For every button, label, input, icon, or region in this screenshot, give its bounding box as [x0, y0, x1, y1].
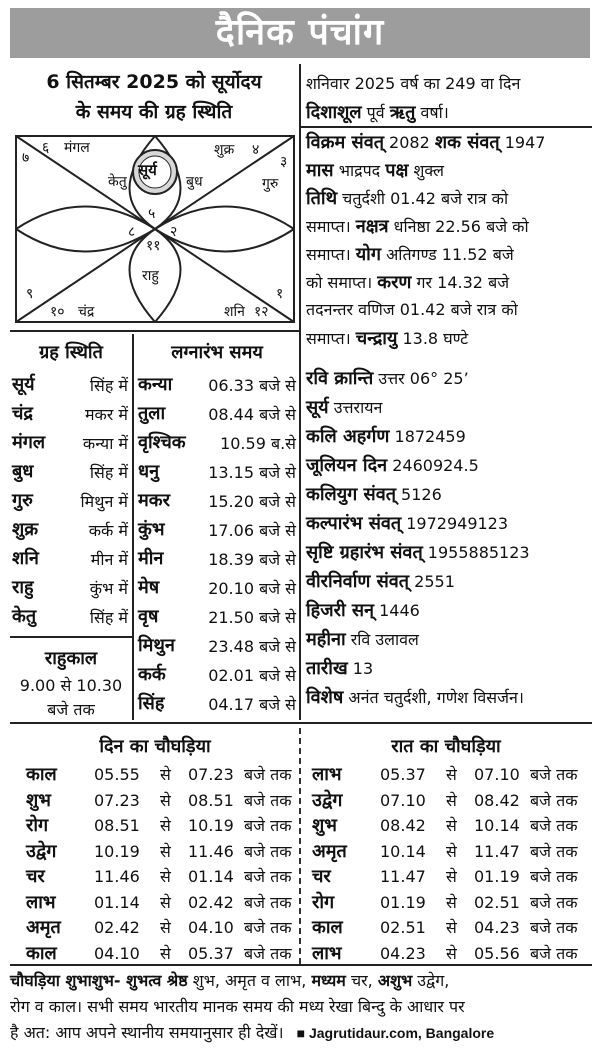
choghadiya-from: 02.51	[380, 918, 426, 937]
karan-value: गर 14.32 बजे	[411, 273, 510, 292]
info-vishesh-row	[306, 685, 524, 709]
graha-planet: शुक्र	[12, 519, 39, 540]
rahukaal-divider	[10, 636, 132, 638]
shak-label: शक संवत्	[434, 132, 500, 153]
lagna-rashi: कर्क	[138, 664, 166, 685]
rahukaal-heading: राहुकाल	[44, 648, 98, 669]
lagna-rashi: वृष	[138, 606, 159, 627]
footer-note: है अत: आप अपने स्थानीय समयानुसार ही देखें।	[10, 1023, 284, 1042]
choghadiya-to: 07.10	[474, 765, 520, 784]
choghadiya-tak: बजे तक	[530, 943, 578, 963]
choghadiya-to: 05.56	[474, 943, 520, 963]
nakshatra-prefix: समाप्त।	[306, 217, 356, 236]
kundli-house-9: ९	[26, 286, 34, 302]
lagna-rashi: मकर	[138, 490, 170, 511]
choghadiya-from: 08.51	[94, 816, 140, 835]
vishesh-value: अनंत चतुर्दशी, गणेश विसर्जन।	[343, 688, 524, 707]
info-tadnantar: तदनन्तर वणिज 01.42 बजे रात्र को	[306, 300, 518, 319]
kundli-ketu: केतु	[108, 174, 127, 190]
choghadiya-to: 05.37	[188, 943, 234, 963]
lagna-rashi: मेष	[138, 577, 160, 598]
graha-planet: गुरु	[12, 490, 33, 511]
choghadiya-tak: बजे तक	[244, 816, 292, 835]
info-kalp-row	[306, 511, 508, 535]
kundli-rahu: राहु	[142, 268, 159, 284]
din-choghadiya-row	[26, 915, 292, 939]
choghadiya-to: 11.46	[188, 841, 234, 861]
choghadiya-se: से	[160, 841, 171, 861]
kundli-house-10: १०	[50, 304, 65, 320]
choghadiya-name: रोग	[312, 891, 335, 913]
info-divider	[300, 126, 592, 128]
choghadiya-to: 10.19	[188, 816, 234, 835]
kundli-house-4: ४	[252, 142, 260, 158]
maas-value: भाद्रपद	[333, 161, 386, 180]
choghadiya-to: 01.14	[188, 867, 234, 886]
page-title: दैनिक पंचांग	[10, 8, 590, 58]
sun-label: सूर्य	[138, 161, 157, 179]
footer-line1	[10, 968, 592, 994]
yog-prefix: समाप्त।	[306, 245, 356, 264]
lagna-time: 08.44 बजे से	[208, 405, 296, 424]
raat-choghadiya-row	[312, 941, 578, 965]
footer-shubh-values: शुभ, अमृत व लाभ,	[187, 971, 312, 990]
choghadiya-name: उद्वेग	[26, 840, 57, 862]
choghadiya-se: से	[160, 790, 171, 810]
info-day: शनिवार 2025 वर्ष का 249 वा दिन	[306, 74, 521, 93]
choghadiya-name: लाभ	[312, 942, 342, 964]
lagna-time: 04.17 बजे से	[208, 695, 296, 714]
choghadiya-from: 07.23	[94, 790, 140, 810]
paksh-value: शुक्ल	[408, 161, 444, 180]
julian-label: जूलियन दिन	[306, 455, 388, 476]
hijri-label: हिजरी सन्	[306, 600, 375, 621]
choghadiya-tak: बजे तक	[530, 765, 578, 784]
choghadiya-from: 04.10	[94, 943, 140, 963]
footer-line2: रोग व काल। सभी समय भारतीय मानक समय की मध्य रेखा बिन्दु के आधार पर	[10, 997, 465, 1016]
yog-label: योग	[355, 244, 381, 265]
kalp-label: कल्पारंभ संवत्	[306, 513, 402, 534]
choghadiya-se: से	[446, 816, 457, 835]
kundli-house-12: १२	[254, 304, 269, 320]
choghadiya-name: अमृत	[26, 917, 61, 938]
chandrayu-label: चन्द्रायु	[355, 328, 398, 349]
lagna-rashi: मीन	[138, 548, 164, 569]
lagna-time: 18.39 बजे से	[208, 550, 296, 569]
choghadiya-se: से	[446, 943, 457, 963]
lagna-time: 15.20 बजे से	[208, 492, 296, 511]
lagna-rashi: कुंभ	[138, 519, 165, 540]
info-samvat	[306, 130, 545, 154]
graha-rashi: मकर में	[84, 405, 128, 424]
vikram-value: 2082	[383, 133, 435, 152]
footer-ashubh-value: उद्वेग,	[412, 971, 450, 990]
choghadiya-name: रोग	[26, 815, 49, 836]
choghadiya-name: काल	[312, 917, 343, 938]
choghadiya-to: 10.14	[474, 816, 520, 835]
din-choghadiya-row	[26, 788, 292, 812]
info-kranti-row	[306, 366, 469, 390]
kundli-house-5: ५	[148, 206, 156, 222]
footer-madhyam-value: चर,	[345, 971, 378, 990]
mahina-value: रवि उलावल	[345, 630, 419, 649]
karan-label: करण	[377, 272, 412, 293]
choghadiya-divider	[10, 722, 592, 724]
graha-divider	[132, 334, 134, 720]
kundli-house-11: ११	[146, 238, 161, 254]
kundli-shukra: शुक्र	[214, 142, 235, 158]
graha-rashi: सिंह में	[89, 608, 128, 627]
tithi-label: तिथि	[306, 188, 338, 209]
choghadiya-from: 11.47	[380, 867, 426, 886]
kundli-house-6: ६	[42, 140, 50, 156]
din-choghadiya-row	[26, 890, 292, 914]
choghadiya-tak: बजे तक	[530, 790, 578, 810]
dishashool-label: दिशाशूल	[306, 102, 362, 123]
kundli-guru: गुरु	[262, 176, 279, 192]
info-julian-row	[306, 453, 479, 477]
info-hijri-row	[306, 598, 420, 622]
din-choghadiya-row	[26, 864, 292, 888]
choghadiya-to: 04.10	[188, 918, 234, 937]
choghadiya-name: लाभ	[312, 764, 342, 785]
choghadiya-to: 08.42	[474, 790, 520, 810]
din-choghadiya-row	[26, 813, 292, 837]
nakshatra-label: नक्षत्र	[355, 216, 389, 237]
footer-line3	[10, 1020, 592, 1046]
info-tithi	[306, 186, 508, 210]
choghadiya-to: 07.23	[188, 765, 234, 784]
rahukaal-time: 9.00 से 10.30	[19, 676, 123, 695]
srishti-value: 1955885123	[422, 543, 530, 562]
raat-choghadiya-row	[312, 890, 578, 914]
choghadiya-tak: बजे तक	[530, 892, 578, 912]
maas-label: मास	[306, 160, 334, 181]
choghadiya-tak: बजे तक	[244, 867, 292, 886]
lagna-rashi: सिंह	[138, 693, 165, 714]
chandrayu-value: 13.8 घण्टे	[397, 329, 469, 348]
tarikh-label: तारीख	[306, 658, 348, 679]
choghadiya-se: से	[160, 943, 171, 963]
footer-shubhashubh-label: चौघड़िया शुभाशुभ- शुभत्व श्रेष्ठ	[10, 971, 188, 990]
choghadiya-from: 01.19	[380, 892, 426, 912]
kaliyug-value: 5126	[395, 485, 442, 504]
raat-choghadiya-row	[312, 839, 578, 863]
footer-divider	[10, 964, 592, 966]
choghadiya-name: उद्वेग	[312, 789, 343, 811]
kali-value: 1872459	[389, 427, 466, 446]
choghadiya-name: काल	[26, 764, 57, 785]
lagna-time: 02.01 बजे से	[208, 666, 296, 685]
graha-rashi: सिंह में	[89, 463, 128, 482]
info-yog	[306, 242, 514, 266]
kalp-value: 1972949123	[401, 514, 509, 533]
yog-value: अतिगण्ड 11.52 बजे	[380, 245, 514, 264]
left-heading-line2: के समय की ग्रह स्थिति	[75, 101, 233, 123]
raat-choghadiya-row	[312, 813, 578, 837]
graha-rashi: सिंह में	[89, 376, 128, 395]
choghadiya-to: 02.42	[188, 892, 234, 912]
ritu-value: वर्षा।	[415, 103, 449, 122]
vikram-label: विक्रम संवत्	[306, 132, 384, 153]
tarikh-value: 13	[347, 659, 374, 678]
graha-rashi: मीन में	[90, 550, 128, 569]
nakshatra-value: धनिष्ठा 22.56 बजे को	[388, 217, 529, 236]
lagna-rashi: तुला	[138, 403, 166, 424]
din-choghadiya-row	[26, 941, 292, 965]
kundli-house-1: १	[276, 286, 284, 302]
ritu-label: ऋतु	[389, 102, 416, 123]
choghadiya-tak: बजे तक	[530, 918, 578, 937]
info-maas	[306, 158, 444, 182]
kundli-chart	[14, 134, 296, 324]
graha-planet: चंद्र	[12, 403, 33, 424]
kundli-chandra: चंद्र	[78, 304, 95, 320]
kundli-house-7: ७	[22, 150, 30, 166]
choghadiya-se: से	[446, 765, 457, 784]
footer-credit-text: Jagrutidaur.com, Bangalore	[308, 1025, 495, 1041]
graha-planet: सूर्य	[12, 374, 35, 395]
karan-prefix: को समाप्त।	[306, 273, 378, 292]
shak-value: 1947	[499, 133, 546, 152]
info-dishashool	[306, 100, 449, 124]
kundli-house-2: २	[170, 224, 178, 240]
choghadiya-to: 11.47	[474, 841, 520, 861]
choghadiya-split	[299, 728, 301, 964]
raat-choghadiya-row	[312, 762, 578, 786]
choghadiya-from: 04.23	[380, 943, 426, 963]
info-kaliyug-row	[306, 482, 442, 506]
paksh-label: पक्ष	[385, 160, 409, 181]
footer-ashubh-label: अशुभ	[377, 971, 413, 990]
info-kali-row	[306, 424, 466, 448]
info-surya-row	[306, 395, 382, 419]
din-choghadiya-row	[26, 762, 292, 786]
footer-madhyam-label: मध्यम	[311, 971, 346, 990]
choghadiya-name: शुभ	[312, 815, 337, 836]
din-choghadiya-heading: दिन का चौघड़िया	[99, 736, 211, 757]
choghadiya-se: से	[160, 816, 171, 835]
lagna-rashi: धनु	[138, 461, 160, 482]
choghadiya-to: 08.51	[188, 790, 234, 810]
lagna-rashi: वृश्चिक	[138, 432, 186, 453]
lagna-time: 13.15 बजे से	[208, 463, 296, 482]
footer-credit: ■ Jagrutidaur.com, Bangalore	[296, 1025, 495, 1041]
choghadiya-se: से	[446, 790, 457, 810]
choghadiya-se: से	[160, 765, 171, 784]
choghadiya-from: 01.14	[94, 892, 140, 912]
surya-label: सूर्य	[306, 397, 329, 418]
choghadiya-from: 11.46	[94, 867, 140, 886]
choghadiya-from: 10.14	[380, 841, 426, 861]
choghadiya-to: 02.51	[474, 892, 520, 912]
vishesh-label: विशेष	[306, 687, 344, 708]
choghadiya-name: काल	[26, 942, 57, 964]
rahukaal-tak: बजे तक	[47, 700, 95, 719]
info-veer-row	[306, 569, 455, 593]
raat-choghadiya-heading: रात का चौघड़िया	[391, 736, 501, 757]
kundli-house-8: ८	[128, 224, 136, 240]
lagna-time: 06.33 बजे से	[208, 376, 296, 395]
choghadiya-tak: बजे तक	[244, 841, 292, 861]
graha-rashi: कुंभ में	[89, 579, 128, 598]
tithi-value: चतुर्दशी 01.42 बजे रात्र को	[337, 189, 509, 208]
lagna-heading: लग्नारंभ समय	[171, 342, 263, 363]
info-chandrayu	[306, 326, 468, 350]
choghadiya-name: लाभ	[26, 891, 56, 913]
kundli-house-3: ३	[280, 154, 288, 170]
info-nakshatra	[306, 214, 529, 238]
kranti-label: रवि क्रान्ति	[306, 368, 374, 389]
choghadiya-from: 02.42	[94, 918, 140, 937]
lagna-time: 20.10 बजे से	[208, 579, 296, 598]
choghadiya-tak: बजे तक	[244, 790, 292, 810]
choghadiya-tak: बजे तक	[530, 816, 578, 835]
kundli-shani: शनि	[224, 304, 245, 320]
lagna-rashi: कन्या	[138, 374, 173, 395]
choghadiya-name: शुभ	[26, 789, 51, 811]
raat-choghadiya-row	[312, 915, 578, 939]
choghadiya-se: से	[160, 918, 171, 937]
info-tarikh-row	[306, 656, 373, 680]
choghadiya-from: 10.19	[94, 841, 140, 861]
mahina-label: महीना	[306, 629, 346, 650]
choghadiya-tak: बजे तक	[244, 765, 292, 784]
info-karan	[306, 270, 509, 294]
din-choghadiya-row	[26, 839, 292, 863]
choghadiya-tak: बजे तक	[244, 943, 292, 963]
choghadiya-se: से	[446, 918, 457, 937]
choghadiya-to: 01.19	[474, 867, 520, 886]
main-divider	[299, 64, 301, 720]
choghadiya-from: 05.55	[94, 765, 140, 784]
lagna-rashi: मिथुन	[138, 635, 175, 656]
raat-choghadiya-row	[312, 788, 578, 812]
graha-planet: मंगल	[12, 432, 46, 453]
graha-planet: राहु	[12, 577, 34, 598]
graha-planet: बुध	[12, 461, 34, 482]
kranti-value: उत्तर 06° 25’	[373, 369, 469, 388]
kaliyug-label: कलियुग संवत्	[306, 484, 396, 505]
srishti-label: सृष्टि ग्रहारंभ संवत्	[306, 542, 423, 563]
graha-planet: केतु	[12, 606, 37, 627]
choghadiya-from: 07.10	[380, 790, 426, 810]
julian-value: 2460924.5	[387, 456, 479, 475]
kundli-budh: बुध	[186, 174, 203, 190]
choghadiya-tak: बजे तक	[244, 892, 292, 912]
choghadiya-tak: बजे तक	[530, 867, 578, 886]
lagna-time: 10.59 ब.से	[220, 434, 296, 453]
choghadiya-name: अमृत	[312, 840, 347, 862]
left-divider	[10, 330, 299, 332]
dishashool-value: पूर्व	[361, 103, 390, 122]
choghadiya-se: से	[446, 892, 457, 912]
kali-label: कलि अहर्गण	[306, 426, 390, 447]
graha-rashi: कर्क में	[88, 521, 128, 540]
choghadiya-se: से	[446, 841, 457, 861]
choghadiya-se: से	[160, 892, 171, 912]
info-srishti-row	[306, 540, 530, 564]
lagna-time: 17.06 बजे से	[208, 521, 296, 540]
graha-rashi: कन्या में	[82, 434, 128, 453]
choghadiya-to: 04.23	[474, 918, 520, 937]
chandrayu-prefix: समाप्त।	[306, 329, 356, 348]
surya-value: उत्तरायन	[328, 398, 383, 417]
lagna-time: 23.48 बजे से	[208, 637, 296, 656]
choghadiya-tak: बजे तक	[530, 841, 578, 861]
graha-rashi: मिथुन में	[80, 492, 128, 511]
veer-value: 2551	[409, 572, 455, 591]
choghadiya-tak: बजे तक	[244, 918, 292, 937]
info-mahina-row	[306, 627, 419, 651]
choghadiya-se: से	[160, 867, 171, 886]
choghadiya-se: से	[446, 867, 457, 886]
choghadiya-name: चर	[312, 866, 331, 887]
left-heading-line1: 6 सितम्बर 2025 को सूर्योदय	[46, 71, 262, 93]
choghadiya-name: चर	[26, 866, 45, 887]
choghadiya-from: 08.42	[380, 816, 426, 835]
kundli-mangal: मंगल	[64, 140, 90, 156]
veer-label: वीरनिर्वाण संवत्	[306, 571, 410, 592]
hijri-value: 1446	[374, 601, 420, 620]
choghadiya-from: 05.37	[380, 765, 426, 784]
raat-choghadiya-row	[312, 864, 578, 888]
graha-heading: ग्रह स्थिति	[39, 342, 103, 363]
lagna-time: 21.50 बजे से	[208, 608, 296, 627]
graha-planet: शनि	[12, 548, 39, 569]
